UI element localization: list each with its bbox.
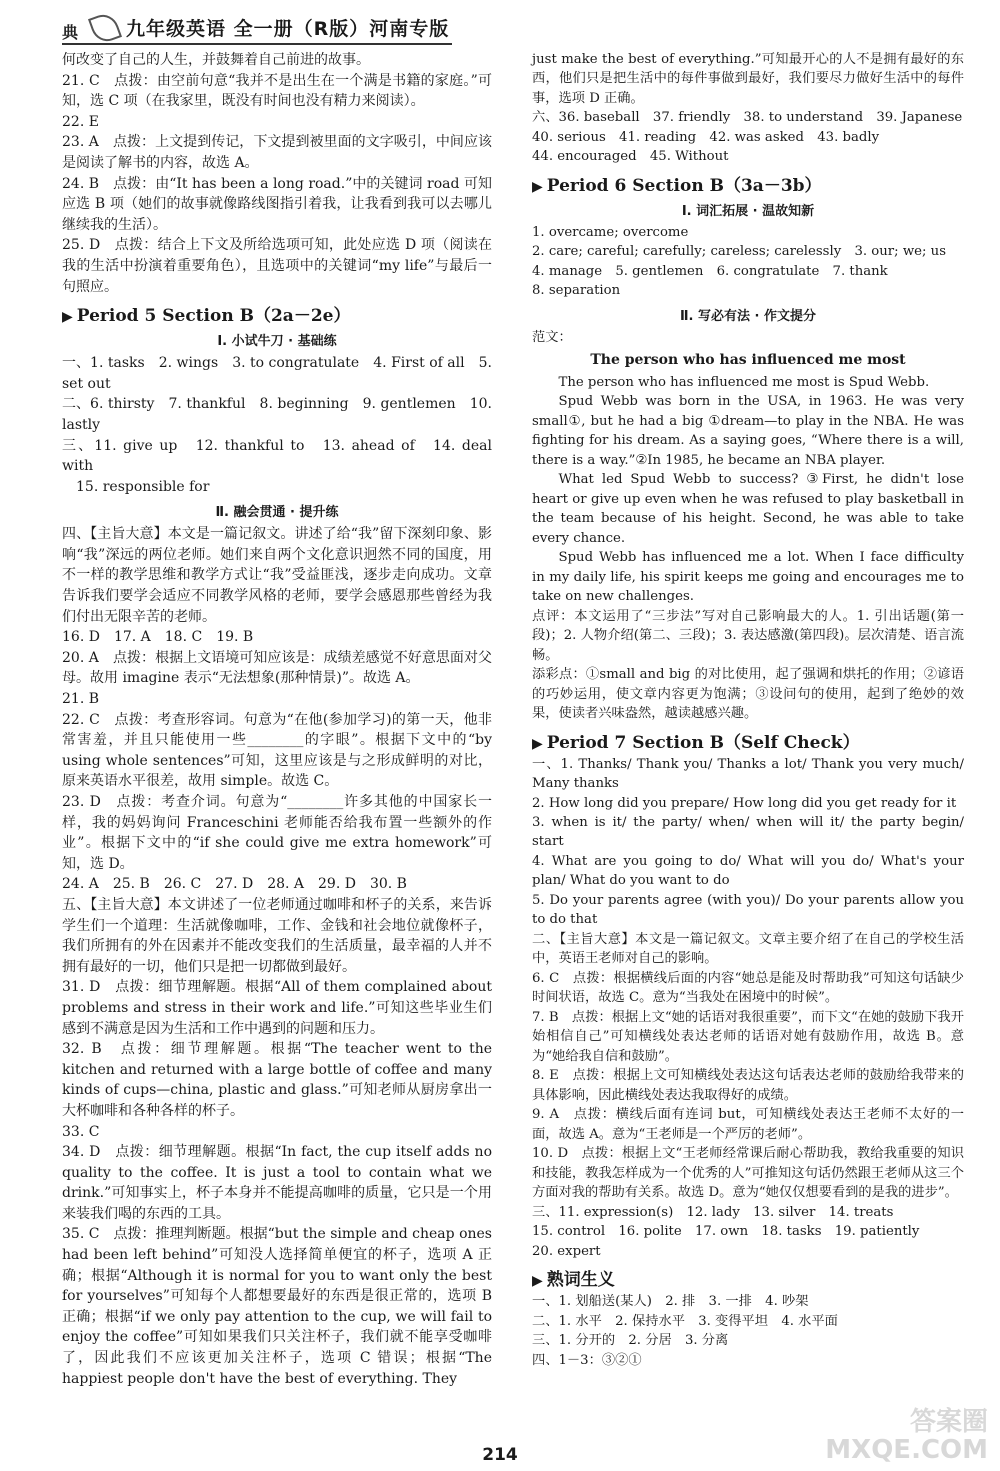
answer-line: 15. responsible for bbox=[62, 478, 210, 495]
answer-line: 21. C 点拨：由空前句意“我并不是出生在一个满是书籍的家庭。”可知，选 C 项（在我家里，既没有时间也没有精力来阅读）。 bbox=[62, 72, 492, 110]
answer-line: 三、1. 分开的 2. 分居 3. 分离 bbox=[532, 1333, 729, 1349]
answer-line: 24. B 点拨：由“It has been a long road.”中的关键词 road 可知应选 B 项（她们的故事就像路线图指引着我，让我看到我可以去哪儿继续我的生活）。 bbox=[62, 175, 492, 233]
answer-line: 点评：本文运用了“三步法”写对自己影响最大的人。1. 引出话题(第一段)；2. 人物介绍(第二、三段)；3. 表达感激(第四段)。层次清楚、语言流畅。 bbox=[532, 608, 964, 663]
answer-line: 23. A 点拨：上文提到传记，下文提到被里面的文字吸引，中间应该是阅读了解书的内容，故选 A。 bbox=[62, 134, 492, 171]
triangle-icon: ▶ bbox=[532, 178, 543, 195]
answer-line: 16. D 17. A 18. C 19. B bbox=[62, 629, 254, 646]
answer-line: 4. manage 5. gentlemen 6. congratulate 7. thank bbox=[532, 263, 888, 279]
answer-line: 二、【主旨大意】本文是一篇记叙文。文章主要介绍了在自己的学校生活中，英语王老师对自己的影响。 bbox=[532, 931, 964, 967]
leaf-icon bbox=[88, 10, 122, 45]
answer-line: 四、1－3：③②① bbox=[532, 1352, 642, 1368]
answer-line: 范文： bbox=[532, 329, 572, 345]
answer-line: 四、【主旨大意】本文是一篇记叙文。讲述了给“我”留下深刻印象、影响“我”深远的两位老师。她们来自两个文化意识迥然不同的国度，用不一样的教学思维和教学方式让“我”受益匪浅，逐步走向成功。文章告诉我们要学会适应不同教学风格的老师，要学会感恩那些曾经为我们付出无限辛苦的老师。 bbox=[62, 526, 492, 625]
answer-line: 一、1. Thanks/ Thank you/ Thanks a lot/ Thank you very much/ Many thanks bbox=[532, 756, 964, 792]
answer-line: 22. E bbox=[62, 113, 99, 130]
logo-text: 典 bbox=[62, 23, 79, 42]
answer-line: 20. A 点拨：根据上文语境可知应该是：成绩差感觉不好意思面对父母。故用 imagine 表示“无法想象(那种情景)”。故选 A。 bbox=[62, 649, 492, 687]
answer-line: 20. expert bbox=[532, 1243, 601, 1259]
answer-line: 五、【主旨大意】本文讲述了一位老师通过咖啡和杯子的关系，来告诉学生们一个道理：生活就像咖啡，工作、金钱和社会地位就像杯子，我们所拥有的外在因素并不能改变我们的生活质量，最幸福的人并不拥有最好的一切，他们只是把一切都做到最好。 bbox=[62, 896, 492, 975]
essay-paragraph: Spud Webb was born in the USA, in 1963. He was very small①, but he had a big ①dream—to play in the NBA. He was fighting for his dream. As a saying goes, “Where there is a will, there is a way.”②In 1985, he became an NBA player. bbox=[532, 394, 964, 468]
answer-line: 5. Do your parents agree (with you)/ Do your parents allow you to do that bbox=[532, 892, 964, 928]
answer-line: 二、6. thirsty 7. thankful 8. beginning 9. gentlemen 10. lastly bbox=[62, 396, 492, 433]
answer-line: 21. B bbox=[62, 691, 100, 708]
answer-line: 25. D 点拨：结合上下文及所给选项可知，此处应选 D 项（阅读在我的生活中扮演着重要角色），且选项中的关键词“my life”与最后一句照应。 bbox=[62, 237, 492, 295]
answer-line: 15. control 16. polite 17. own 18. tasks 19. patiently bbox=[532, 1224, 920, 1240]
essay-paragraph: What led Spud Webb to success? ③First, he didn't lose heart or give up even when he was refused to play basketball in the team because of his height. Second, he was able to take every chance. bbox=[532, 472, 964, 546]
section-heading-text: Period 7 Section B（Self Check） bbox=[546, 732, 860, 753]
section-heading-text: 熟词生义 bbox=[546, 1270, 615, 1291]
answer-line: 二、1. 水平 2. 保持水平 3. 变得平坦 4. 水平面 bbox=[532, 1313, 838, 1329]
answer-line: 35. C 点拨：推理判断题。根据“but the simple and cheap ones had been left behind”可知没人选择简单便宜的杯子，选项 A 正确；根据“Although it is normal for you to want only the best for yourselves”可知每个人都想要最好的东西是很正常的，选项 B 正确；根据“if we only pay attention to the cup, we will fail to enjoy the coffee”可知如果我们只关注杯子，我们就不能享受咖啡了，因此我们不应该更加关注杯子，选项 C 错误；根据“The happiest people don't have the best of everything. They bbox=[62, 1226, 492, 1387]
answer-line: 24. A 25. B 26. C 27. D 28. A 29. D 30. B bbox=[62, 876, 407, 893]
answer-line: 2. care; careful; carefully; careless; carelessly 3. our; we; us bbox=[532, 244, 947, 260]
section-heading-text: Period 6 Section B（3a－3b） bbox=[546, 175, 822, 196]
section-heading bbox=[532, 1265, 964, 1290]
essay-paragraph: Spud Webb has influenced me a lot. When I face difficulty in my daily life, his spirit keeps me going and encourages me to take on new challenges. bbox=[532, 550, 964, 605]
right-column bbox=[532, 50, 964, 1370]
answer-line: just make the best of everything.”可知最开心的人不是拥有最好的东西，他们只是把生活中的每件事做到最好，我们要尽力做好生活中的每件事，选项 D 正确。 bbox=[532, 52, 964, 106]
answer-line: 4. What are you going to do/ What will you do/ What's your plan/ What do you want to do bbox=[532, 853, 964, 889]
header-divider bbox=[62, 43, 452, 45]
subsection-heading: Ⅰ. 词汇拓展 · 温故知新 bbox=[681, 203, 815, 219]
triangle-icon: ▶ bbox=[62, 309, 73, 326]
answer-line: 40. serious 41. reading 42. was asked 43. badly bbox=[532, 129, 880, 145]
answer-line: 7. B 点拨：根据上文“她的话语对我很重要”，而下文“在她的鼓励下我开始相信自己”可知横线处表达老师的话语对她有鼓励作用，故选 B。意为“她给我自信和鼓励”。 bbox=[532, 1009, 964, 1064]
answer-line: 6. C 点拨：根据横线后面的内容“她总是能及时帮助我”可知这句话缺少时间状语，故选 C。意为“当我处在困境中的时候”。 bbox=[532, 970, 964, 1006]
answer-line: 一、1. 划船送(某人) 2. 排 3. 一排 4. 吵架 bbox=[532, 1294, 809, 1310]
answer-line: 31. D 点拨：细节理解题。根据“All of them complained about problems and stress in their work and life.”可知这些毕业生们感到不满意是因为生活和工作中遇到的问题和压力。 bbox=[62, 979, 492, 1037]
left-column bbox=[62, 50, 492, 1389]
answer-line: 23. D 点拨：考查介词。句意为“________许多其他的中国家长一样，我的妈妈询问 Franceschini 老师能否给我布置一些额外的作业”。根据下文中的“if she could give me extra homework”可知，选 D。 bbox=[62, 794, 492, 872]
answer-line: 8. E 点拨：根据上文可知横线处表达这句话表达老师的鼓励给我带来的具体影响，因此横线处表达我取得好的成绩。 bbox=[532, 1068, 964, 1103]
subsection-heading: Ⅱ. 写必有法 · 作文提分 bbox=[679, 308, 817, 324]
answer-line: 3. when is it/ the party/ when/ when will it/ the party begin/ start bbox=[532, 814, 964, 850]
book-title: 九年级英语 全一册（R版）河南专版 bbox=[126, 17, 450, 40]
section-heading-text: Period 5 Section B（2a－2e） bbox=[76, 306, 351, 327]
section-heading bbox=[62, 301, 492, 326]
page-number: 214 bbox=[482, 1445, 518, 1465]
answer-line: 34. D 点拨：细节理解题。根据“In fact, the cup itself adds no quality to the coffee. It is just a tool to contain what we drink.”可知事实上，杯子本身并不能提高咖啡的质量，它只是一个用来装我们喝的东西的工具。 bbox=[62, 1144, 492, 1222]
answer-line: 32. B 点拨：细节理解题。根据“The teacher went to the kitchen and returned with a large bottle of coffee and many kinds of cups—china, plastic and glass.”可知老师从厨房拿出一大杯咖啡和各种各样的杯子。 bbox=[62, 1041, 492, 1119]
answer-line: 添彩点：①small and big 的对比使用，起了强调和烘托的作用；②谚语的巧妙运用，使文章内容更为饱满；③设问句的使用，起到了绝妙的效果，使读者兴味盎然，越读越感兴趣。 bbox=[532, 667, 964, 722]
triangle-icon: ▶ bbox=[532, 1273, 543, 1290]
answer-line: 2. How long did you prepare/ How long did you get ready for it bbox=[532, 795, 957, 811]
answer-line: 何改变了自己的人生，并鼓舞着自己前进的故事。 bbox=[62, 52, 370, 68]
section-heading bbox=[532, 728, 964, 753]
answer-line: 六、36. baseball 37. friendly 38. to understand 39. Japanese bbox=[532, 110, 963, 126]
subsection-heading: Ⅰ. 小试牛刀 · 基础练 bbox=[217, 334, 337, 350]
answer-line: 9. A 点拨：横线后面有连词 but，可知横线处表达王老师不太好的一面，故选 A。意为“王老师是一个严厉的老师”。 bbox=[532, 1107, 964, 1142]
subsection-heading: Ⅱ. 融会贯通 · 提升练 bbox=[215, 505, 339, 521]
answer-line: 33. C bbox=[62, 1123, 100, 1140]
triangle-icon: ▶ bbox=[532, 735, 543, 752]
answer-line: 三、11. give up 12. thankful to 13. ahead of 14. deal with bbox=[62, 437, 492, 475]
answer-line: 1. overcame; overcome bbox=[532, 224, 689, 240]
book-logo bbox=[62, 14, 120, 40]
page-header bbox=[62, 12, 449, 42]
answer-line: 10. D 点拨：根据上文“王老师经常课后耐心帮助我，教给我重要的知识和技能，教我怎样成为一个优秀的人”可推知这句话仍然跟王老师从这三个方面对我的帮助有关系。故选 D。意为“她仅仅想要看到的是我的进步”。 bbox=[532, 1146, 964, 1201]
answer-line: 22. C 点拨：考查形容词。句意为“在他(参加学习)的第一天，他非常害羞，并且只能使用一些________的字眼”。根据下文中的“by using whole sentences”可知，这里应该是与之形成鲜明的对比，原来英语水平很差，故用 simple。故选 C。 bbox=[62, 711, 492, 790]
watermark: 答案圈 MXQE.COM bbox=[825, 1407, 988, 1465]
answer-line: 44. encouraged 45. Without bbox=[532, 149, 729, 165]
section-heading bbox=[532, 171, 964, 196]
answer-line: 一、1. tasks 2. wings 3. to congratulate 4. First of all 5. set out bbox=[62, 355, 492, 392]
answer-line: 三、11. expression(s) 12. lady 13. silver 14. treats bbox=[532, 1204, 894, 1220]
essay-paragraph: The person who has influenced me most is Spud Webb. bbox=[558, 374, 930, 390]
answer-line: 8. separation bbox=[532, 283, 621, 299]
essay-title: The person who has influenced me most bbox=[590, 352, 906, 369]
